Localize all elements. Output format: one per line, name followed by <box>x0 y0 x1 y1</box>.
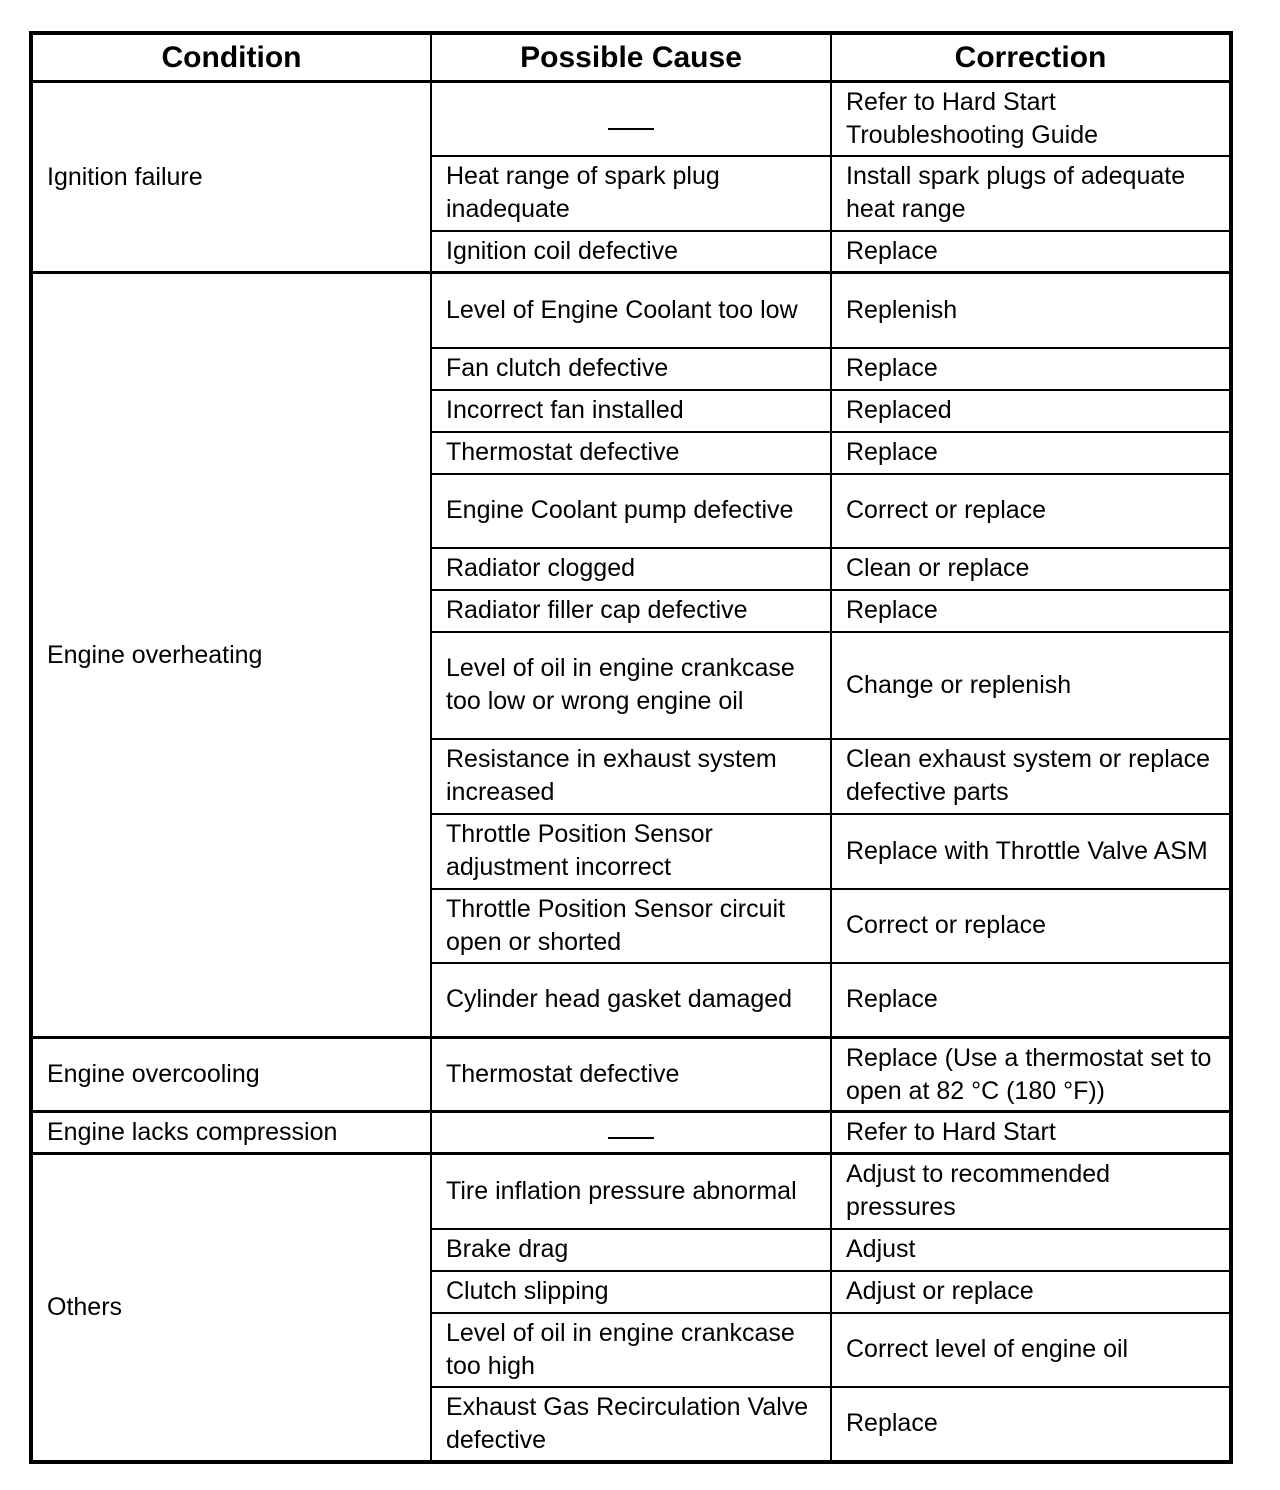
header-correction: Correction <box>831 33 1231 82</box>
correction-cell: Replace <box>831 432 1231 474</box>
cause-cell: Radiator filler cap defective <box>431 590 831 632</box>
dash-mark <box>608 128 654 130</box>
condition-cell: Others <box>31 1154 431 1462</box>
cause-cell: Clutch slipping <box>431 1271 831 1313</box>
condition-cell: Engine lacks compression <box>31 1112 431 1154</box>
cause-cell: Incorrect fan installed <box>431 390 831 432</box>
correction-cell: Clean or replace <box>831 548 1231 590</box>
correction-cell: Replace <box>831 590 1231 632</box>
correction-cell: Replace <box>831 963 1231 1038</box>
correction-cell: Correct level of engine oil <box>831 1313 1231 1387</box>
header-row <box>31 33 1231 82</box>
correction-cell: Replace <box>831 348 1231 390</box>
cause-cell: Thermostat defective <box>431 1038 831 1112</box>
cause-cell: Brake drag <box>431 1229 831 1271</box>
correction-cell: Replace <box>831 1387 1231 1462</box>
correction-cell: Replace with Throttle Valve ASM <box>831 814 1231 889</box>
cause-cell: Cylinder head gasket damaged <box>431 963 831 1038</box>
cause-cell: Heat range of spark plug inadequate <box>431 156 831 231</box>
correction-cell: Install spark plugs of adequate heat range <box>831 156 1231 231</box>
cause-cell: Thermostat defective <box>431 432 831 474</box>
cause-cell: Throttle Position Sensor adjustment incorrect <box>431 814 831 889</box>
table-row <box>31 82 1231 156</box>
cause-cell: Tire inflation pressure abnormal <box>431 1154 831 1229</box>
cause-cell: Level of Engine Coolant too low <box>431 273 831 348</box>
condition-cell: Ignition failure <box>31 82 431 273</box>
cause-cell: Exhaust Gas Recirculation Valve defective <box>431 1387 831 1462</box>
correction-cell: Refer to Hard Start <box>831 1112 1231 1154</box>
correction-cell: Correct or replace <box>831 889 1231 963</box>
condition-cell: Engine overheating <box>31 273 431 1038</box>
correction-cell: Replace (Use a thermostat set to open at 82 °C (180 °F)) <box>831 1038 1231 1112</box>
correction-cell: Adjust to recommended pressures <box>831 1154 1231 1229</box>
correction-cell: Replaced <box>831 390 1231 432</box>
header-possible-cause: Possible Cause <box>431 33 831 82</box>
cause-cell: Level of oil in engine crankcase too high <box>431 1313 831 1387</box>
cause-cell: Level of oil in engine crankcase too low or wrong engine oil <box>431 632 831 739</box>
cause-cell: Fan clutch defective <box>431 348 831 390</box>
correction-cell: Clean exhaust system or replace defective parts <box>831 739 1231 814</box>
correction-cell: Replenish <box>831 273 1231 348</box>
correction-cell: Adjust or replace <box>831 1271 1231 1313</box>
cause-cell-blank <box>431 82 831 156</box>
correction-cell: Refer to Hard Start Troubleshooting Guide <box>831 82 1231 156</box>
table-row <box>31 1112 1231 1154</box>
correction-cell: Adjust <box>831 1229 1231 1271</box>
cause-cell: Ignition coil defective <box>431 231 831 273</box>
correction-cell: Correct or replace <box>831 474 1231 548</box>
correction-cell: Change or replenish <box>831 632 1231 739</box>
condition-cell: Engine overcooling <box>31 1038 431 1112</box>
correction-cell: Replace <box>831 231 1231 273</box>
cause-cell: Resistance in exhaust system increased <box>431 739 831 814</box>
cause-cell: Engine Coolant pump defective <box>431 474 831 548</box>
table-row <box>31 273 1231 348</box>
cause-cell-blank <box>431 1112 831 1154</box>
cause-cell: Radiator clogged <box>431 548 831 590</box>
cause-cell: Throttle Position Sensor circuit open or shorted <box>431 889 831 963</box>
table-row <box>31 1038 1231 1112</box>
dash-mark <box>608 1137 654 1139</box>
table-row <box>31 1154 1231 1229</box>
troubleshooting-table <box>29 31 1233 1464</box>
header-condition: Condition <box>31 33 431 82</box>
